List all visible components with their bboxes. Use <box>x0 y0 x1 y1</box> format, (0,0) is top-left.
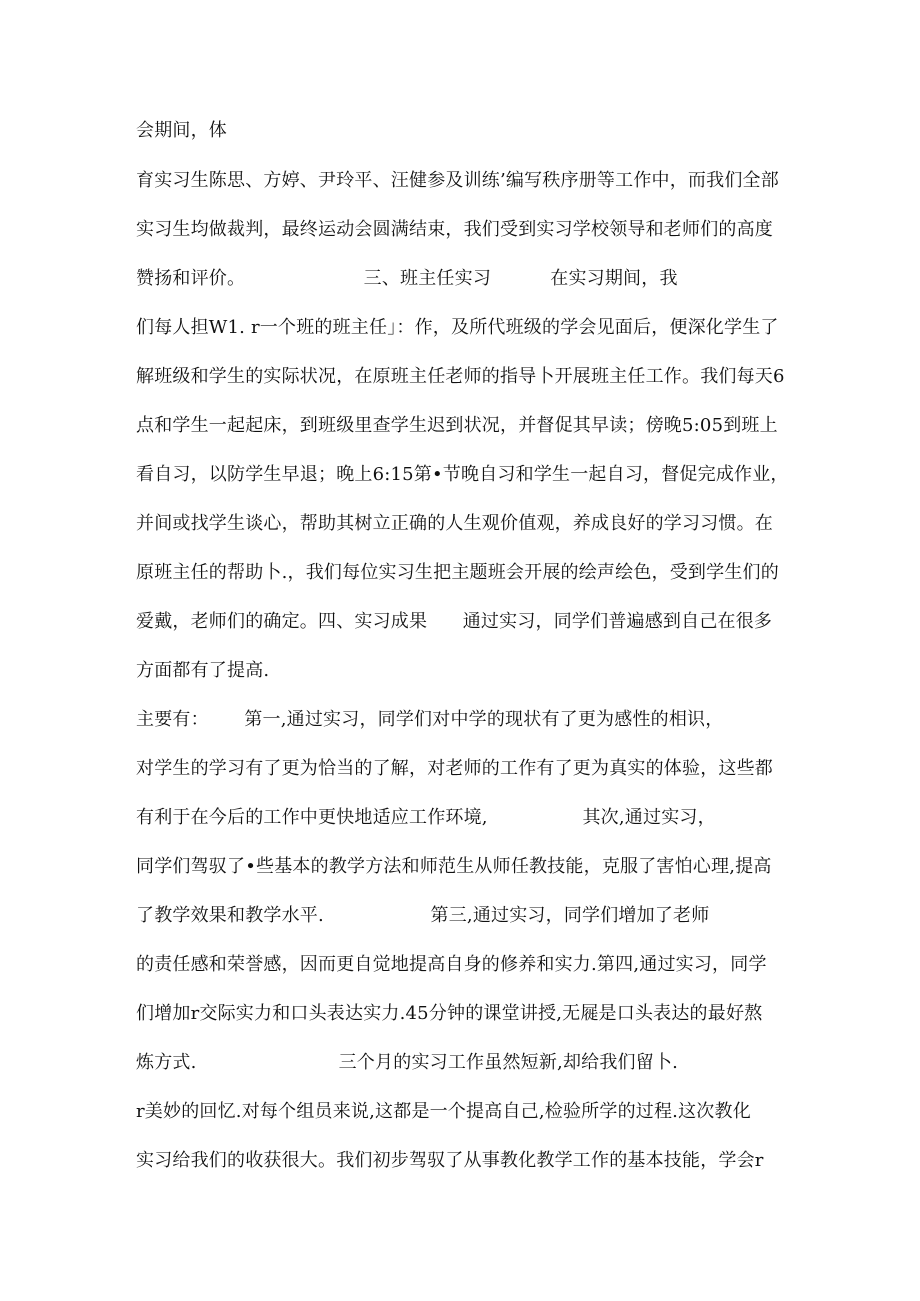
text-line: 同学们驾驭了•些基本的教学方法和师范生从师任教技能，克服了害怕心理,提高 <box>136 856 772 877</box>
text-line: 赞扬和评价。 三、班主任实习 在实习期间，我 <box>136 268 678 289</box>
text-line: 炼方式. 三个月的实习工作虽然短新,却给我们留卜. <box>136 1052 679 1073</box>
text-line: 并间或找学生谈心，帮助其树立正确的人生观价值观，养成良好的学习习惯。在 <box>136 513 773 534</box>
text-line: 们增加r交际实力和口头表达实力.45分钟的课堂讲授,无屣是口头表达的最好熬 <box>136 1003 763 1024</box>
text-line: 原班主任的帮助卜.，我们每位实习生把主题班会开展的绘声绘色，受到学生们的 <box>136 562 779 583</box>
text-line: 了教学效果和教学水平. 第三,通过实习，同学们增加了老师 <box>136 905 710 926</box>
text-line: 主要有： 第一,通过实习，同学们对中学的现状有了更为感性的相识， <box>136 709 724 730</box>
text-line: 有利于在今后的工作中更快地适应工作环境, 其次,通过实习， <box>136 807 716 828</box>
text-line: 爱戴，老师们的确定。四、实习成果 通过实习，同学们普遍感到自己在很多 <box>136 611 773 632</box>
text-line: 的责任感和荣誉感，因而更自觉地提高自身的修养和实力.第四,通过实习，同学 <box>136 954 767 975</box>
text-line: 育实习生陈思、方婷、尹玲平、汪健参及训练’编写秩序册等工作中，而我们全部 <box>136 170 779 191</box>
text-line: 实习给我们的收获很大。我们初步驾驭了从事教化教学工作的基本技能，学会r <box>136 1150 764 1171</box>
text-line: 会期间，体 <box>136 120 227 141</box>
text-line: 解班级和学生的实际状况，在原班主任老师的指导卜开展班主任工作。我们每天6 <box>136 366 785 387</box>
text-line: 看自习，以防学生早退；晚上6:15第•节晚自习和学生一起自习，督促完成作业， <box>136 464 789 485</box>
text-line: 点和学生一起起床，到班级里查学生迟到状况，并督促其早读；傍晚5:05到班上 <box>136 415 778 436</box>
text-line: 们每人担W1. r一个班的班主任」：作，及所代班级的学会见面后，便深化学生了 <box>136 317 779 338</box>
text-line: r美妙的回忆.对每个组员来说,这都是一个提高自己,检验所学的过程.这次教化 <box>136 1101 751 1122</box>
text-line: 对学生的学习有了更为恰当的了解，对老师的工作有了更为真实的体验，这些都 <box>136 758 773 779</box>
text-line: 实习生均做裁判，最终运动会圆满结束，我们受到实习学校领导和老师们的高度 <box>136 219 773 240</box>
text-line: 方面都有了提高. <box>136 660 270 681</box>
